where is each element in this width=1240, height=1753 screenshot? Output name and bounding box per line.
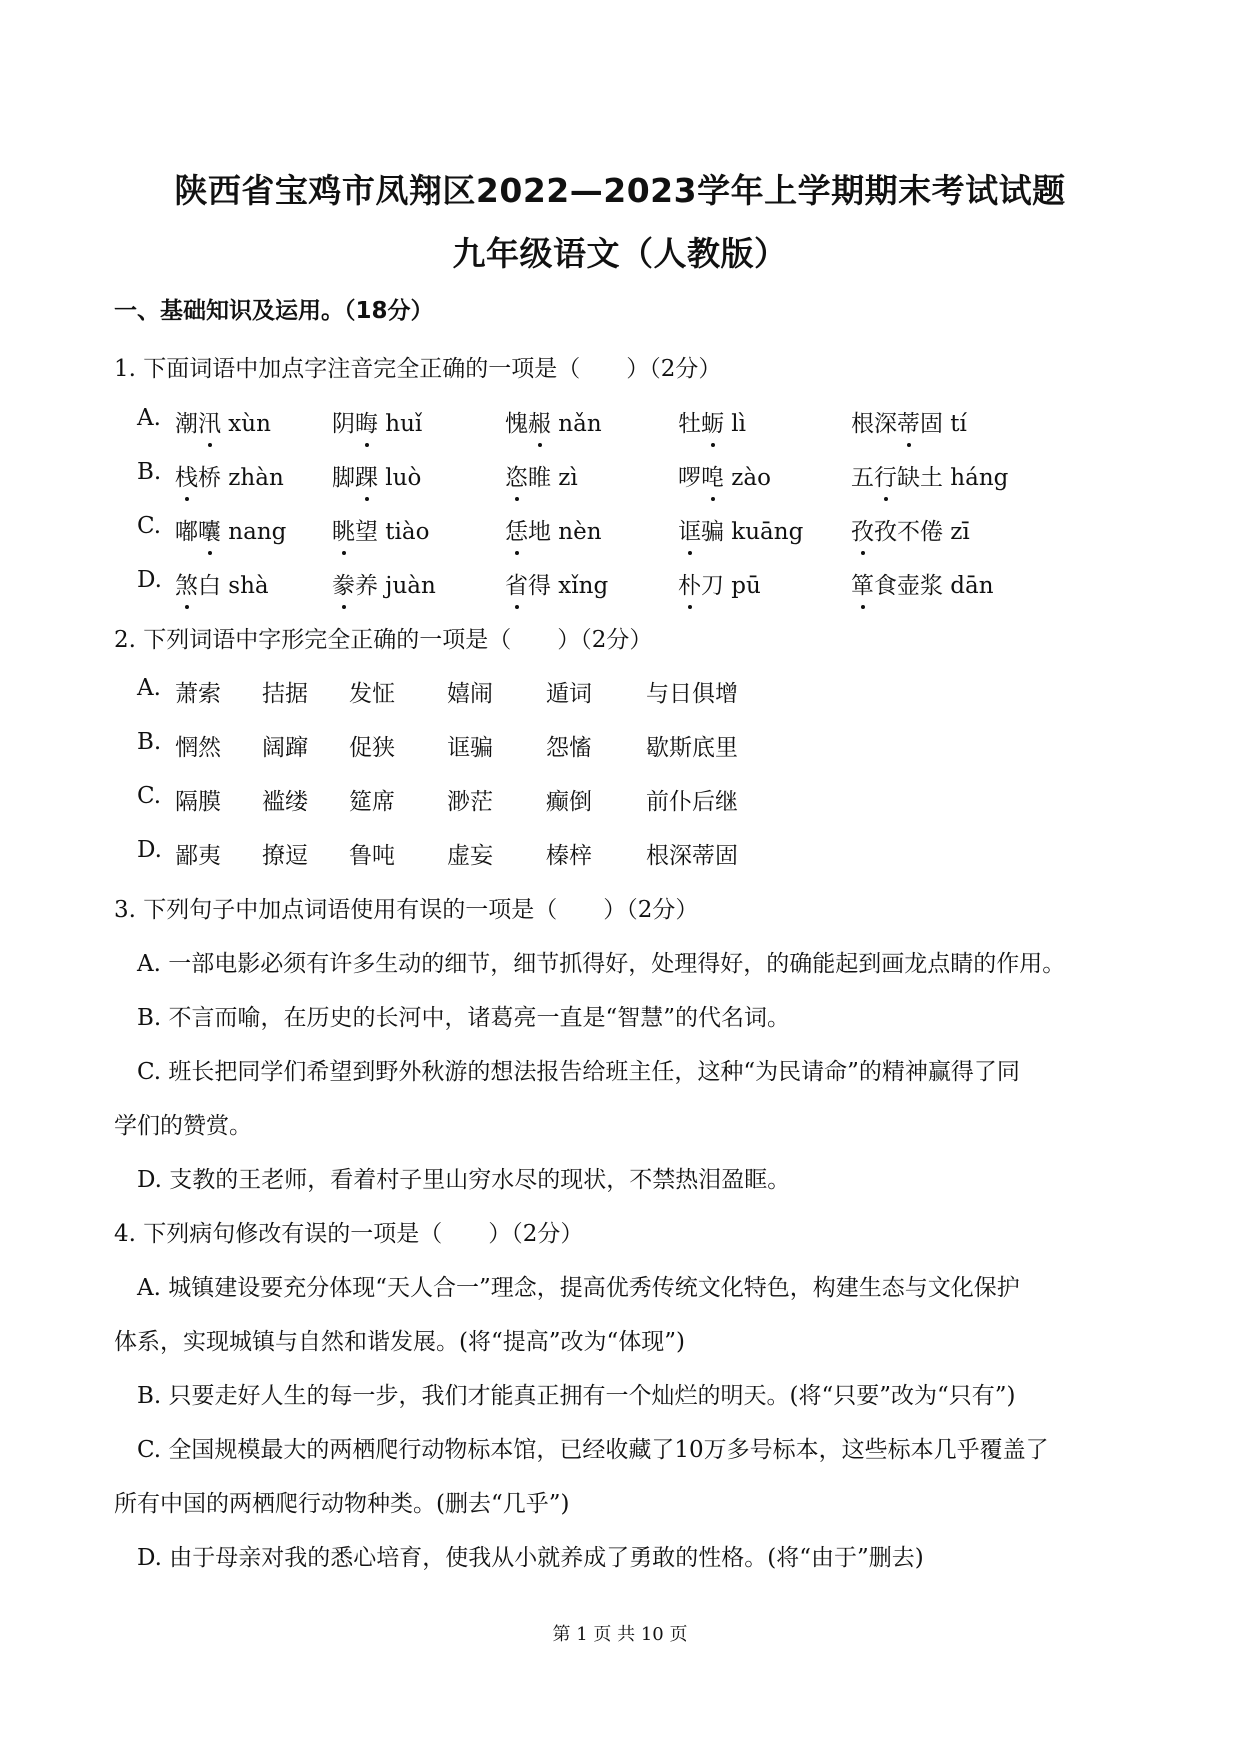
q1-row-1-cell-4: 啰唣 zào	[678, 459, 771, 492]
q1-row-1-cell-1: 栈桥 zhàn	[175, 459, 284, 492]
q1-row-2-cell-3: 恁地 nèn	[505, 513, 602, 546]
question-4-option-c-continued: 所有中国的两栖爬行动物种类。(删去“几乎”)	[114, 1491, 570, 1517]
q2-row-1-cell-6: 歇斯底里	[646, 735, 738, 761]
q2-row-3-cell-2: 撩逗	[262, 843, 308, 869]
q1-row-2-cell-1: 嘟囔 nang	[175, 513, 286, 546]
question-3-option-d: D. 支教的王老师，看着村子里山穷水尽的现状，不禁热泪盈眶。	[137, 1167, 791, 1193]
q2-row-1-cell-0: B.	[137, 729, 162, 755]
q1-row-0-cell-5: 根深蒂固 tí	[851, 405, 967, 438]
q1-row-0-cell-1: 潮汛 xùn	[175, 405, 271, 438]
q2-row-2-cell-6: 前仆后继	[646, 789, 738, 815]
q2-row-3-cell-1: 鄙夷	[175, 843, 221, 869]
q2-row-3-cell-4: 虚妄	[447, 843, 493, 869]
q1-row-3-cell-4: 朴刀 pū	[678, 567, 761, 600]
question-4-stem: 4. 下列病句修改有误的一项是（ ）（2分）	[114, 1221, 584, 1247]
question-4-option-a: A. 城镇建设要充分体现“天人合一”理念，提高优秀传统文化特色，构建生态与文化保护	[137, 1275, 1020, 1301]
q2-row-0-cell-5: 遁词	[546, 681, 592, 707]
q2-row-0-cell-4: 嬉闹	[447, 681, 493, 707]
q2-row-2-cell-0: C.	[137, 783, 162, 809]
q2-row-0-cell-2: 拮据	[262, 681, 308, 707]
q2-row-2-cell-3: 筵席	[349, 789, 395, 815]
question-3-option-c: C. 班长把同学们希望到野外秋游的想法报告给班主任，这种“为民请命”的精神赢得了同	[137, 1059, 1020, 1085]
question-4-option-c: C. 全国规模最大的两栖爬行动物标本馆，已经收藏了10万多号标本，这些标本几乎覆盖了	[137, 1437, 1049, 1463]
question-3-option-b: B. 不言而喻，在历史的长河中，诸葛亮一直是“智慧”的代名词。	[137, 1005, 791, 1031]
q1-row-1-cell-2: 脚踝 luò	[332, 459, 421, 492]
question-3-stem: 3. 下列句子中加点词语使用有误的一项是（ ）（2分）	[114, 897, 699, 923]
exam-title: 陕西省宝鸡市凤翔区2022—2023学年上学期期末考试试题	[174, 171, 1066, 210]
q1-row-2-cell-5: 孜孜不倦 zī	[851, 513, 970, 546]
q1-row-3-cell-1: 煞白 shà	[175, 567, 269, 600]
q1-row-0-cell-2: 阴晦 huǐ	[332, 405, 422, 438]
question-3-option-c-continued: 学们的赞赏。	[114, 1113, 252, 1139]
q1-row-3-cell-5: 箪食壶浆 dān	[851, 567, 994, 600]
question-1-stem: 1. 下面词语中加点字注音完全正确的一项是（ ）（2分）	[114, 356, 722, 382]
q1-row-0-cell-3: 愧赧 nǎn	[505, 405, 602, 438]
q2-row-2-cell-5: 癫倒	[546, 789, 592, 815]
q2-row-1-cell-2: 阔蹿	[262, 735, 308, 761]
question-4-option-b: B. 只要走好人生的每一步，我们才能真正拥有一个灿烂的明天。(将“只要”改为“只有”)	[137, 1383, 1016, 1409]
question-3-option-a: A. 一部电影必须有许多生动的细节，细节抓得好，处理得好，的确能起到画龙点睛的作用。	[137, 951, 1066, 977]
q2-row-1-cell-3: 促狭	[349, 735, 395, 761]
q1-row-1-cell-5: 五行缺土 háng	[851, 459, 1008, 492]
q1-row-0-cell-4: 牡蛎 lì	[678, 405, 746, 438]
q2-row-3-cell-3: 鲁吨	[349, 843, 395, 869]
q2-row-2-cell-2: 褴缕	[262, 789, 308, 815]
question-4-option-a-continued: 体系，实现城镇与自然和谐发展。(将“提高”改为“体现”)	[114, 1329, 685, 1355]
q1-row-0-cell-0: A.	[137, 405, 161, 431]
q1-row-2-cell-4: 诓骗 kuāng	[678, 513, 803, 546]
q2-row-3-cell-5: 榛梓	[546, 843, 592, 869]
q2-row-2-cell-4: 渺茫	[447, 789, 493, 815]
q1-row-2-cell-2: 眺望 tiào	[332, 513, 429, 546]
q1-row-3-cell-3: 省得 xǐng	[505, 567, 608, 600]
q1-row-1-cell-0: B.	[137, 459, 162, 485]
q2-row-1-cell-5: 怨慉	[546, 735, 592, 761]
exam-subtitle: 九年级语文（人教版）	[452, 234, 788, 273]
q2-row-3-cell-0: D.	[137, 837, 162, 863]
section-heading: 一、基础知识及运用。（18分）	[114, 298, 434, 324]
q2-row-0-cell-1: 萧索	[175, 681, 221, 707]
q1-row-2-cell-0: C.	[137, 513, 162, 539]
q2-row-3-cell-6: 根深蒂固	[646, 843, 738, 869]
q2-row-2-cell-1: 隔膜	[175, 789, 221, 815]
question-2-stem: 2. 下列词语中字形完全正确的一项是（ ）（2分）	[114, 627, 653, 653]
question-4-option-d: D. 由于母亲对我的悉心培育，使我从小就养成了勇敢的性格。(将“由于”删去)	[137, 1545, 924, 1571]
q1-row-3-cell-0: D.	[137, 567, 162, 593]
q1-row-3-cell-2: 豢养 juàn	[332, 567, 436, 600]
q2-row-0-cell-3: 发怔	[349, 681, 395, 707]
q1-row-1-cell-3: 恣睢 zì	[505, 459, 578, 492]
q2-row-1-cell-4: 诓骗	[447, 735, 493, 761]
q2-row-0-cell-6: 与日俱增	[646, 681, 738, 707]
q2-row-0-cell-0: A.	[137, 675, 161, 701]
q2-row-1-cell-1: 惘然	[175, 735, 221, 761]
page-footer: 第 1 页 共 10 页	[552, 1624, 688, 1645]
